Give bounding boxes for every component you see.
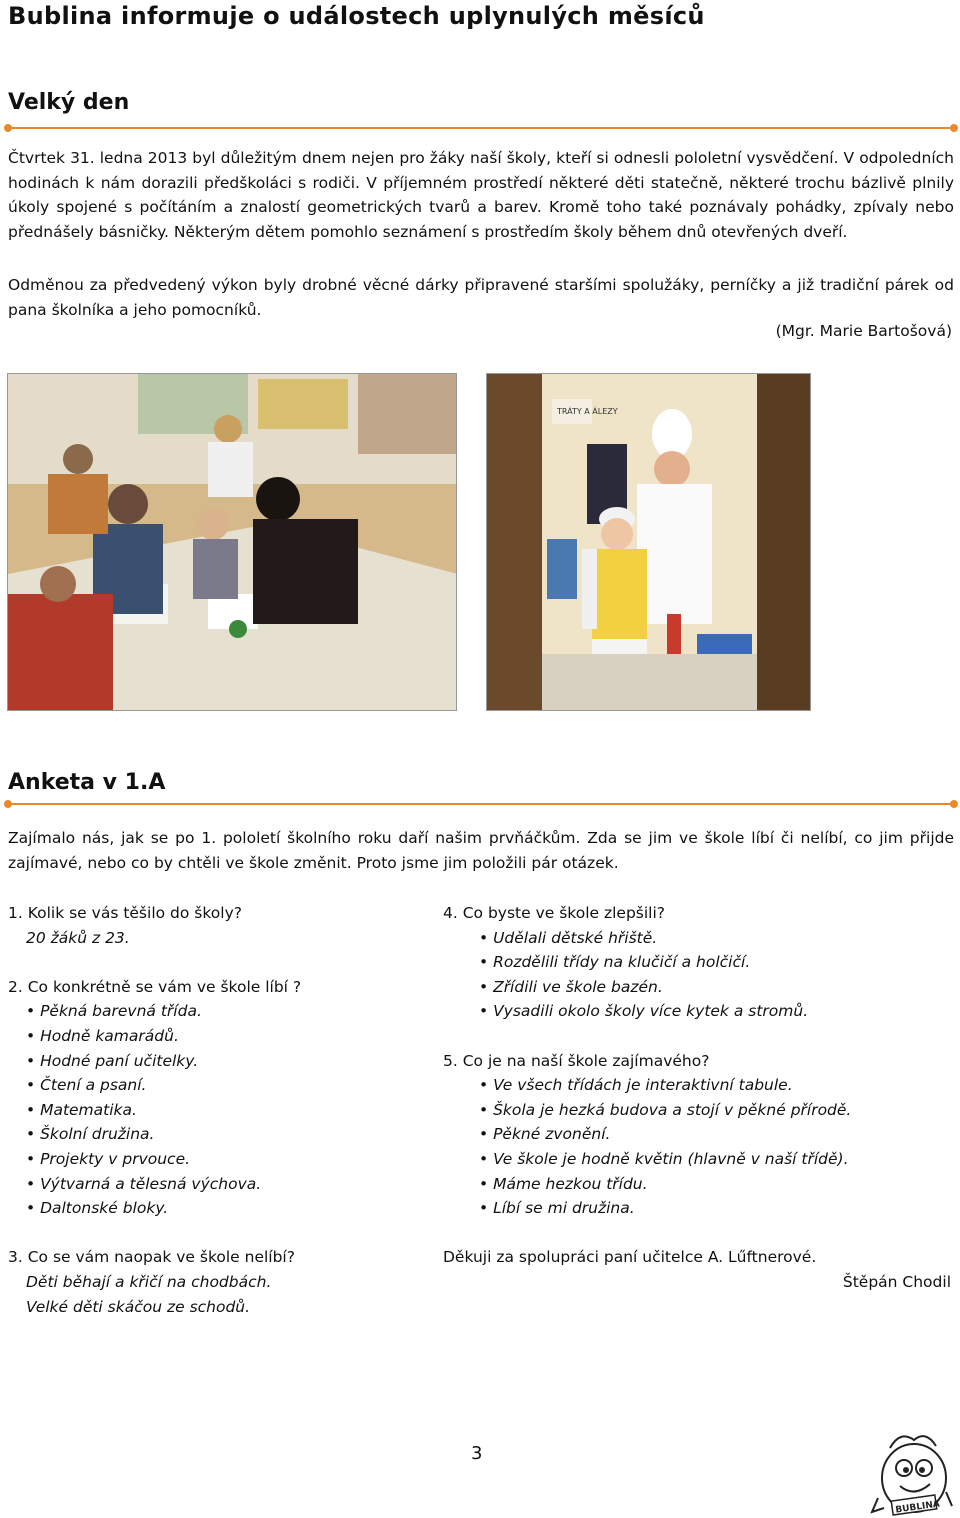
classroom-photo <box>7 373 457 711</box>
answer-2-item: • Čtení a psaní. <box>26 1076 147 1095</box>
question-4: 4. Co byste ve škole zlepšili? <box>443 904 666 922</box>
answer-1: 20 žáků z 23. <box>26 928 130 947</box>
bublina-mascot-logo <box>870 1428 954 1516</box>
answer-2-item: • Pěkná barevná třída. <box>26 1002 202 1021</box>
section-heading-anketa: Anketa v 1.A <box>8 770 166 795</box>
answer-4-item: • Zřídili ve škole bazén. <box>479 977 663 996</box>
page-title: Bublina informuje o událostech uplynulých měsíců <box>8 2 705 30</box>
survey-author: Štěpán Chodil <box>842 1272 951 1291</box>
answer-2-item: • Výtvarná a tělesná výchova. <box>26 1174 262 1193</box>
answer-4-item: • Rozdělili třídy na klučičí a holčičí. <box>479 953 751 972</box>
answer-3-item: Děti běhají a křičí na chodbách. <box>26 1272 272 1291</box>
survey-right-column <box>443 901 953 1295</box>
section-heading-velky-den: Velký den <box>8 90 130 115</box>
answer-2-item: • Matematika. <box>26 1100 137 1119</box>
question-3: 3. Co se vám naopak ve škole nelíbí? <box>8 1248 295 1267</box>
section-divider <box>8 127 954 129</box>
article-paragraph-2: Odměnou za předvedený výkon byly drobné věcné dárky připravené staršími spolužáky, perníčky a již tradiční párek od pana školníka a jeho pomocníků. <box>8 276 954 319</box>
article-author: (Mgr. Marie Bartošová) <box>775 322 952 340</box>
wall-sign-text: TRÁTY A ÁLEZY <box>557 407 618 416</box>
question-2: 2. Co konkrétně se vám ve škole líbí ? <box>8 977 302 996</box>
survey-left-column <box>8 901 428 1319</box>
answer-5-item: • Škola je hezká budova a stojí v pěkné přírodě. <box>479 1100 852 1119</box>
article-paragraph-1: Čtvrtek 31. ledna 2013 byl důležitým dnem nejen pro žáky naší školy, kteří si odnesli pololetní vysvědčení. V odpoledních hodinách k nám dorazili předškoláci s rodiči. V příjemném prostředí některé děti statečně, některé trochu bázlivě plnily úkoly spojené s počítáním a znalostí geometrických tvarů a barev. Kromě toho také poznávaly pohádky, zpívaly nebo přednášely básničky. Některým dětem pomohlo seznámení s prostředím školy během dnů otevřených dveří. <box>8 149 954 241</box>
answer-4-item: • Vysadili okolo školy více kytek a stromů. <box>479 1002 809 1021</box>
answer-5-item: • Líbí se mi družina. <box>479 1199 635 1218</box>
answer-2-item: • Hodně kamarádů. <box>26 1026 179 1045</box>
answer-3-item: Velké děti skáčou ze schodů. <box>26 1297 251 1316</box>
answer-5-item: • Ve všech třídách je interaktivní tabule. <box>479 1076 793 1095</box>
answer-2-item: • Hodné paní učitelky. <box>26 1051 199 1070</box>
survey-intro: Zajímalo nás, jak se po 1. pololetí školního roku daří našim prvňáčkům. Zda se jim ve škole líbí či nelíbí, co jim přijde zajímavé, nebo co by chtěli ve škole změnit. Proto jsme jim položili pár otázek. <box>8 829 954 872</box>
question-1: 1. Kolik se vás těšilo do školy? <box>8 904 242 922</box>
logo-text: BUBLINA <box>894 1499 941 1516</box>
section-divider-2 <box>8 803 954 805</box>
question-5: 5. Co je na naší škole zajímavého? <box>443 1051 710 1070</box>
answer-2-item: • Projekty v prvouce. <box>26 1149 191 1168</box>
answer-5-item: • Ve škole je hodně květin (hlavně v naší třídě). <box>479 1149 849 1168</box>
chef-and-child-photo <box>486 373 811 711</box>
answer-2-item: • Daltonské bloky. <box>26 1199 169 1218</box>
answer-5-item: • Pěkné zvonění. <box>479 1125 611 1144</box>
answer-5-item: • Máme hezkou třídu. <box>479 1174 648 1193</box>
page-number: 3 <box>471 1443 483 1464</box>
answer-2-item: • Školní družina. <box>26 1125 155 1144</box>
answer-4-item: • Udělali dětské hřiště. <box>479 928 658 947</box>
thanks-note: Děkuji za spolupráci paní učitelce A. Lűftnerové. <box>443 1248 817 1267</box>
